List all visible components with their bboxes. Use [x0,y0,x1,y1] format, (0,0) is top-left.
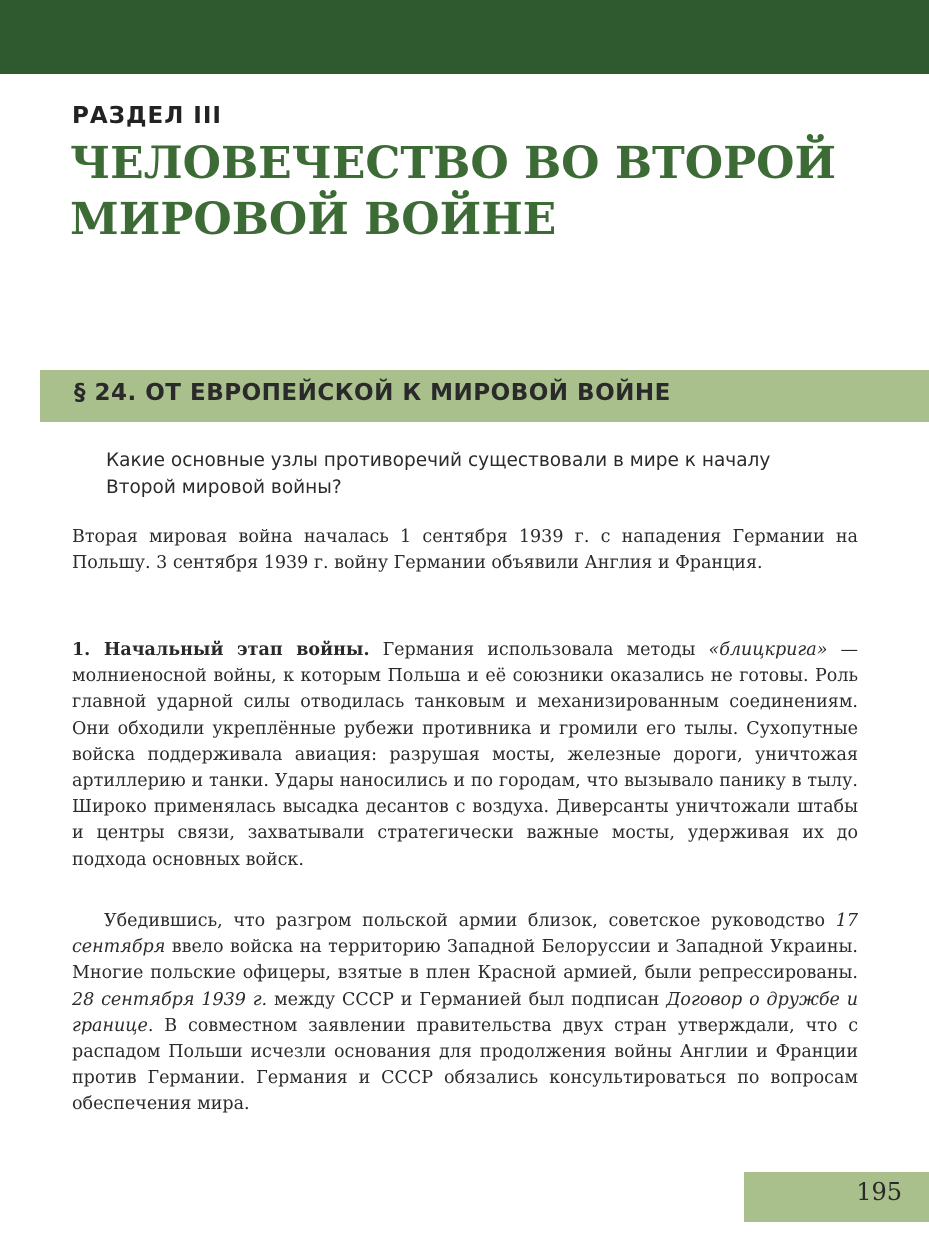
paragraph-text: . В совместном заявлении правительства двух стран утверждали, что с распадом Польши исчезли основания для продолжения войны Англии и Франции против Германии. Германия и СССР обязались консультироваться по вопросам обеспечения мира. [72,1015,858,1115]
paragraph-text: Германия использовала методы [369,640,709,660]
lead-question: Какие основные узлы противоречий существовали в мире к началу Второй мировой войны? [106,450,771,498]
paragraph-intro: Вторая мировая война началась 1 сентября 1939 г. с нападения Германии на Польшу. 3 сентября 1939 г. войну Германии объявили Англия и Франция. [72,527,858,574]
paragraph-initial-stage [72,637,858,873]
italic-date: 17 сентября [72,911,858,958]
paragraph-text: ввело войска на территорию Западной Белоруссии и Западной Украины. Многие польские офицеры, взятые в плен Красной армией, были репрессированы. [72,937,858,984]
paragraph-text: Убедившись, что разгром польской армии близок, советское руководство [104,911,836,931]
italic-date: 28 сентября 1939 г. [72,989,268,1010]
paragraph-text: между СССР и Германией был подписан [267,989,667,1010]
chapter-title: § 24. ОТ ЕВРОПЕЙСКОЙ К МИРОВОЙ ВОЙНЕ [74,380,671,406]
section-label: РАЗДЕЛ III [72,103,222,129]
paragraph-soviet-entry [72,908,858,1118]
top-color-band [0,0,929,74]
page-number: 195 [856,1178,902,1206]
italic-treaty: Договор о дружбе и границе [72,989,859,1036]
italic-term: «блицкрига» [708,640,828,660]
paragraph-text: — молниеносной войны, к которым Польша и её союзники оказались не готовы. Роль главной ударной силы отводилась танковым и механизированным соединениям. Они обходили укреплённые рубежи противника и громили его тылы. Сухопутные войска поддерживала авиация: разрушая мосты, железные дороги, уничтожая артиллерию и танки. Удары наносились и по городам, что вызывало панику в тылу. Широко применялась высадка десантов с воздуха. Диверсанты уничтожали штабы и центры связи, захватывали стратегически важные мосты, удерживая их до подхода основных войск. [72,640,858,870]
subsection-heading: 1. Начальный этап войны. [72,640,370,660]
section-title: ЧЕЛОВЕЧЕСТВО ВО ВТОРОЙ МИРОВОЙ ВОЙНЕ [70,138,837,245]
